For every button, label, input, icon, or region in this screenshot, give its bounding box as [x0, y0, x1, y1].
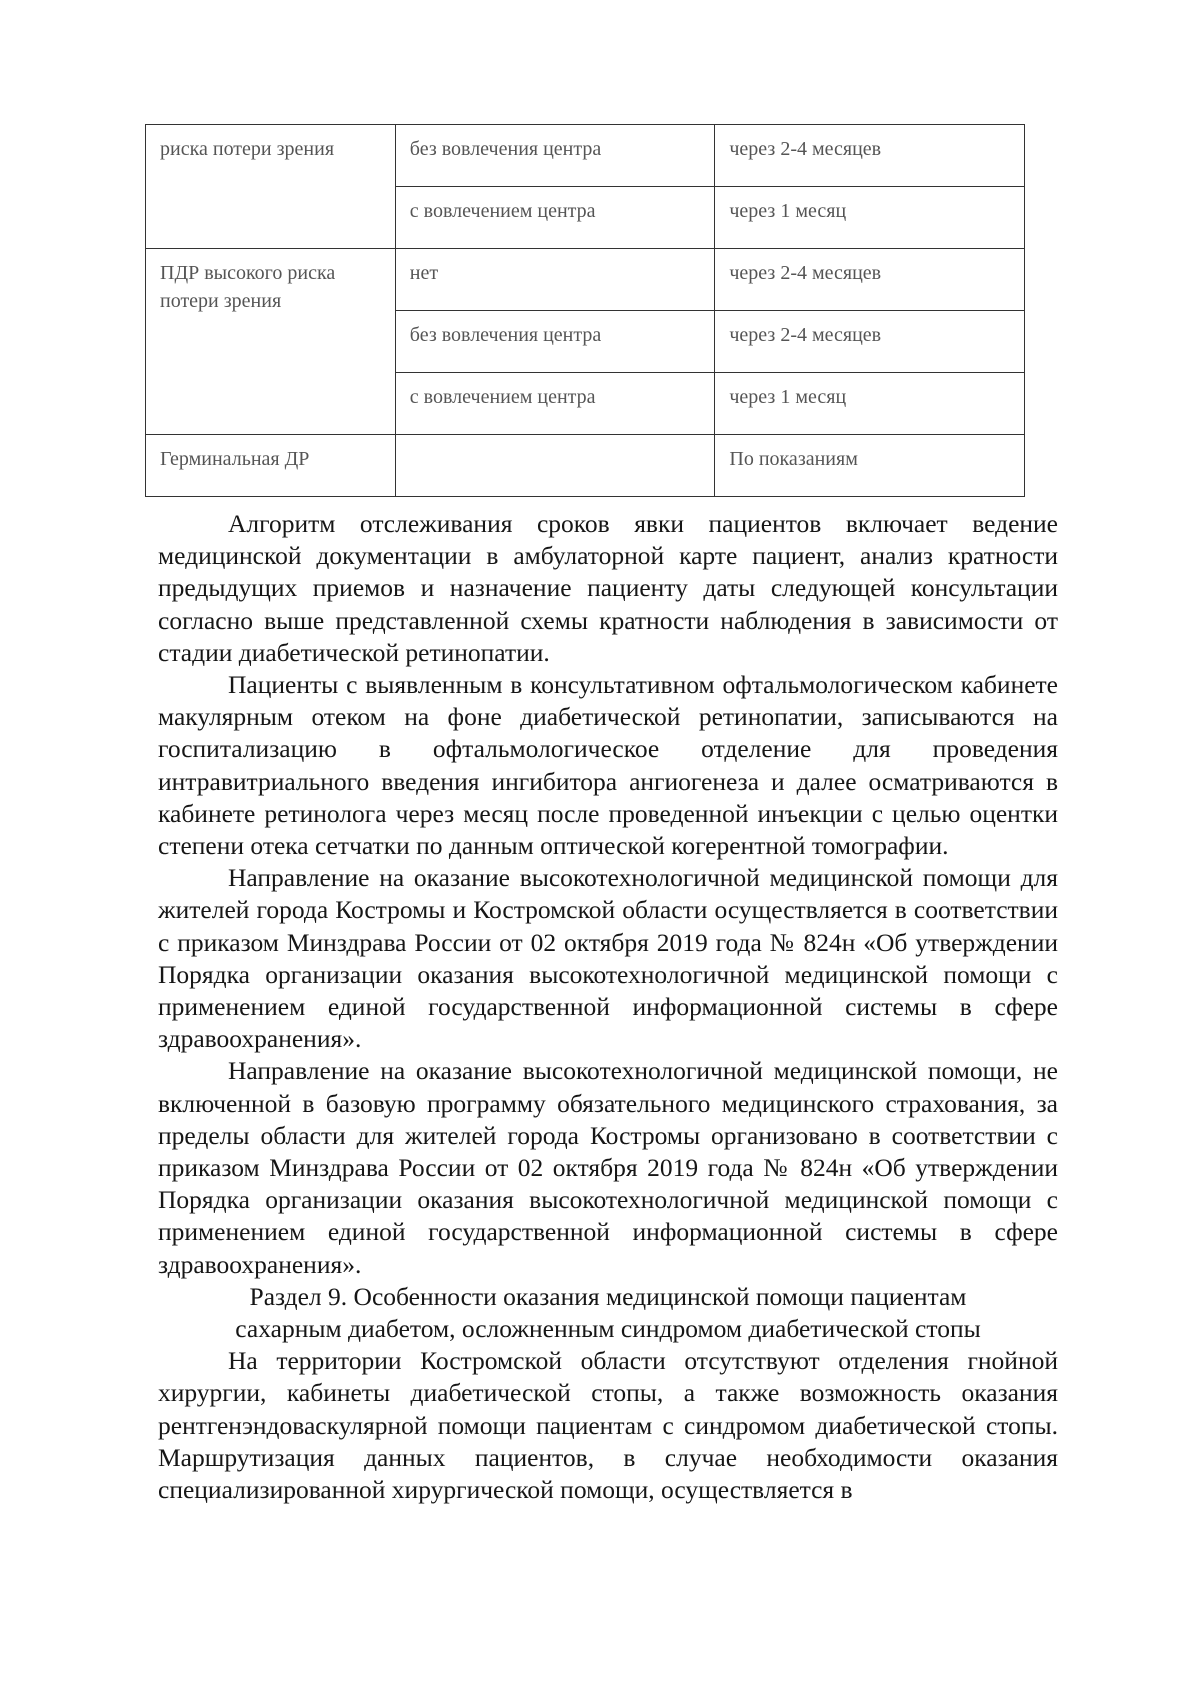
table-cell-stage: Герминальная ДР: [146, 435, 396, 497]
table-cell-stage: риска потери зрения: [146, 125, 396, 249]
table-cell-edema: без вовлечения центра: [395, 125, 715, 187]
table-cell-edema: без вовлечения центра: [395, 311, 715, 373]
table-cell-stage: ПДР высокого риска потери зрения: [146, 249, 396, 435]
follow-up-schedule-table: [145, 124, 1025, 497]
paragraph: Пациенты с выявленным в консультативном офтальмологическом кабинете макулярным отеком на фоне диабетической ретинопатии, записываются на госпитализацию в офтальмологическое отделение для проведения интравитриального введения ингибитора ангиогенеза и далее осматриваются в кабинете ретинолога через месяц после проведенной инъекции с целью оцентки степени отека сетчатки по данным оптической когерентной томографии.: [158, 670, 1058, 861]
paragraph: На территории Костромской области отсутствуют отделения гнойной хирургии, кабинеты диабетической стопы, а также возможность оказания рентгенэндоваскулярной помощи пациентам с синдромом диабетической стопы. Маршрутизация данных пациентов, в случае необходимости оказания специализированной хирургической помощи, осуществляется в: [158, 1346, 1058, 1505]
body-text: [158, 508, 1058, 1506]
table-cell-edema: с вовлечением центра: [395, 187, 715, 249]
section-heading: [158, 1281, 1058, 1345]
table-cell-interval: По показаниям: [715, 435, 1025, 497]
table-cell-edema: с вовлечением центра: [395, 373, 715, 435]
table-cell-interval: через 1 месяц: [715, 187, 1025, 249]
paragraph: Алгоритм отслеживания сроков явки пациентов включает ведение медицинской документации в амбулаторной карте пациент, анализ кратности предыдущих приемов и назначение пациенту даты следующей консультации согласно выше представленной схемы кратности наблюдения в зависимости от стадии диабетической ретинопатии.: [158, 509, 1058, 667]
table-row: [146, 435, 1025, 497]
table-row: [146, 249, 1025, 311]
paragraph: Направление на оказание высокотехнологичной медицинской помощи для жителей города Костромы и Костромской области осуществляется в соответствии с приказом Минздрава России от 02 октября 2019 года № 824н «Об утверждении Порядка организации оказания высокотехнологичной медицинской помощи с применением единой государственной информационной системы в сфере здравоохранения».: [158, 863, 1058, 1054]
section-heading-line-1: Раздел 9. Особенности оказания медицинской помощи пациентам: [249, 1281, 967, 1311]
table-cell-edema: нет: [395, 249, 715, 311]
table-cell-interval: через 1 месяц: [715, 373, 1025, 435]
table-cell-interval: через 2-4 месяцев: [715, 125, 1025, 187]
table-cell-interval: через 2-4 месяцев: [715, 249, 1025, 311]
section-heading-line-2: сахарным диабетом, осложненным синдромом диабетической стопы: [235, 1314, 981, 1344]
paragraph: Направление на оказание высокотехнологичной медицинской помощи, не включенной в базовую программу обязательного медицинского страхования, за пределы области для жителей города Костромы организовано в соответствии с приказом Минздрава России от 02 октября 2019 года № 824н «Об утверждении Порядка организации оказания высокотехнологичной медицинской помощи с применением единой государственной информационной системы в сфере здравоохранения».: [158, 1056, 1058, 1279]
table-cell-edema: [395, 435, 715, 497]
table-cell-interval: через 2-4 месяцев: [715, 311, 1025, 373]
table-row: [146, 125, 1025, 187]
